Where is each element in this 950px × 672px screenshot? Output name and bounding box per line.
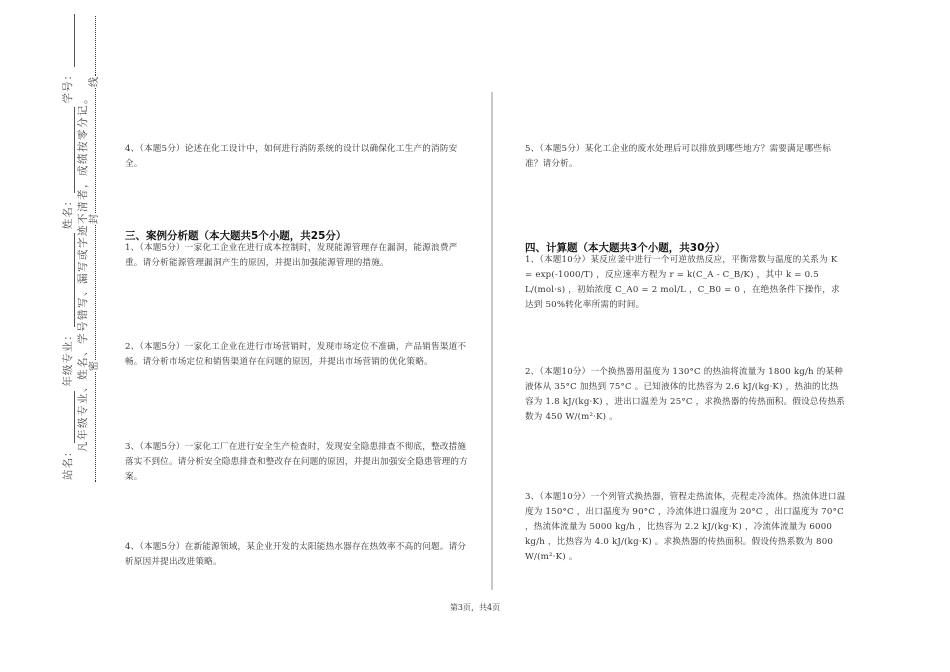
seal-mark-feng: 封 xyxy=(89,214,100,224)
student-info-fields xyxy=(60,10,75,480)
name-label: 姓名： xyxy=(62,194,74,230)
seal-mark-mi: 密 xyxy=(89,361,100,371)
name-blank[interactable] xyxy=(63,107,75,192)
calc-question-3: 3、（本题10分）一个列管式换热器，管程走热流体，壳程走冷流体。热流体进口温度为 150°C ，出口温度为 90°C ，冷流体进口温度为 20°C ，出口温度为 70°C ，热流体流量为 5000 kg/h ，比热容为 2.2 kJ/(kg·K) ，冷流体流量为 6000 kg/h ，比热容为 4.0 kJ/(kg·K) 。求换热器的传热面积。假设传热系数为 800 W/(m²·K) 。 xyxy=(525,492,846,562)
section4-title: 四、计算题（本大题共3个小题，共30分） xyxy=(525,242,726,254)
calc-question-2: 2、（本题10分）一个换热器用温度为 130°C 的热油将流量为 1800 kg/h 的某种液体从 35°C 加热到 75°C 。已知液体的比热容为 2.6 kJ/(kg·K) ，热油的比热容为 1.8 kJ/(kg·K) ，进出口温差为 25°C ，求换热器的传热面积。假设总传热系数为 450 W/(m²·K) 。 xyxy=(525,367,846,422)
dotted-line xyxy=(95,372,96,482)
column-divider xyxy=(491,92,493,590)
page-number: 第3页，共4页 xyxy=(449,603,501,612)
case-question-3: 3、（本题5分）一家化工厂在进行安全生产检查时，发现安全隐患排查不彻底，整改措施落实不到位。请分析安全隐患排查和整改存在问题的原因，并提出加强安全隐患管理的方案。 xyxy=(125,442,468,482)
student-id-blank[interactable] xyxy=(63,14,75,67)
binding-notice: 凡年级专业、姓名、学号错写、漏写或字迹不清者，成绩按零分记。 xyxy=(77,92,89,452)
case-question-2: 2、（本题5分）一家化工企业在进行市场营销时，发现市场定位不准确，产品销售渠道不畅。请分析市场定位和销售渠道存在问题的原因，并提出市场营销的优化策略。 xyxy=(125,342,467,367)
dotted-line xyxy=(95,16,96,76)
calc-question-1: 1、（本题10分）某反应釜中进行一个可逆放热反应，平衡常数与温度的关系为 K = exp(-1000/T) ，反应速率方程为 r = k(C_A - C_B/K) ，其中 k = 0.5 L/(mol·s) ，初始浓度 C_A0 = 2 mol/L ，C_B0 = 0 ，在绝热条件下操作，求达到 50%转化率所需的时间。 xyxy=(525,255,840,310)
case-question-1: 1、（本题5分）一家化工企业在进行成本控制时，发现能源管理存在漏洞，能源浪费严重。请分析能源管理漏洞产生的原因，并提出加强能源管理的措施。 xyxy=(125,243,458,268)
seal-line xyxy=(90,32,100,482)
question-left-4: 4、（本题5分）论述在化工设计中，如何进行消防系统的设计以确保化工生产的消防安全。 xyxy=(125,144,458,169)
section3-title: 三、案例分析题（本大题共5个小题，共25分） xyxy=(125,230,347,242)
student-id-label: 学号： xyxy=(62,68,74,104)
dotted-line xyxy=(95,225,96,360)
seal-mark-xian: 线 xyxy=(89,77,100,87)
station-label: 站名： xyxy=(62,445,74,480)
case-question-4: 4、（本题5分）在新能源领域，某企业开发的太阳能热水器存在热效率不高的问题。请分析原因并提出改进策略。 xyxy=(125,542,467,567)
question-right-5: 5、（本题5分）某化工企业的废水处理后可以排放到哪些地方？需要满足哪些标准？请分析。 xyxy=(525,144,832,169)
station-blank[interactable] xyxy=(63,391,75,444)
grade-major-blank[interactable] xyxy=(63,233,75,327)
grade-major-label: 年级专业： xyxy=(62,329,74,387)
dotted-line xyxy=(95,88,96,213)
